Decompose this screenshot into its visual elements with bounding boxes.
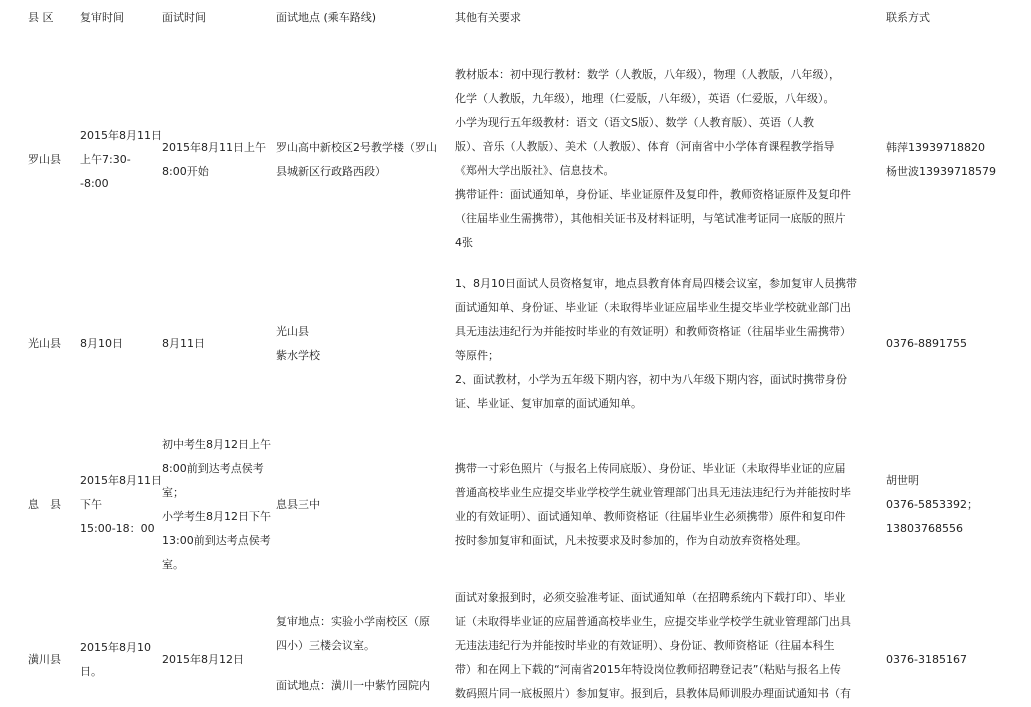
- text-line: 韩萍13939718820: [886, 141, 985, 154]
- header-location: 面试地点 (乘车路线): [276, 11, 377, 24]
- text-line: 证、毕业证、复审加章的面试通知单。: [455, 397, 642, 410]
- text-line: 具无违法违纪行为并能按时毕业的有效证明）和教师资格证（往届毕业生需携带）: [455, 325, 851, 338]
- header-contact: 联系方式: [886, 11, 930, 24]
- row-contact: [886, 648, 1026, 672]
- text-line: 按时参加复审和面试，凡未按要求及时参加的，作为自动放弃资格处理。: [455, 534, 807, 547]
- text-line: 8:00开始: [162, 165, 209, 178]
- text-line: （往届毕业生需携带），其他相关证书及材料证明，与笔试准考证同一底版的照片: [455, 212, 846, 225]
- row-location: [276, 610, 452, 698]
- text-line: 2015年8月11日: [80, 474, 162, 487]
- row-location: [276, 320, 452, 368]
- row-location: [276, 493, 452, 517]
- row-contact: [886, 136, 1026, 184]
- row-requirements: [455, 272, 885, 416]
- text-line: 光山县: [276, 325, 309, 338]
- text-line: 业的有效证明）、面试通知单、教师资格证（往届毕业生必须携带）原件和复印件: [455, 510, 846, 523]
- text-line: 普通高校毕业生应提交毕业学校学生就业管理部门出具无违法违纪行为并能按时毕: [455, 486, 851, 499]
- row-review-time: [80, 636, 158, 684]
- text-line: 杨世波13939718579: [886, 165, 996, 178]
- header-county: 县 区: [28, 11, 54, 24]
- text-line: 面试通知单、身份证、毕业证（未取得毕业证应届毕业生提交毕业学校就业部门出: [455, 301, 851, 314]
- text-line: 日。: [80, 665, 102, 678]
- text-line: 8月10日: [80, 337, 123, 350]
- text-line: 4张: [455, 236, 473, 249]
- text-line: 携带一寸彩色照片（与报名上传同底版）、身份证、毕业证（未取得毕业证的应届: [455, 462, 846, 475]
- row-contact: [886, 469, 1026, 541]
- text-line: 紫水学校: [276, 349, 320, 362]
- row-county: 光山县: [28, 337, 61, 350]
- text-line: 1、8月10日面试人员资格复审，地点县教育体育局四楼会议室，参加复审人员携带: [455, 277, 857, 290]
- text-line: 面试地点：潢川一中紫竹园院内: [276, 679, 430, 692]
- text-line: 息县三中: [276, 498, 320, 511]
- text-line: [276, 658, 452, 674]
- header-interview-time: 面试时间: [162, 11, 206, 24]
- text-line: -8:00: [80, 177, 109, 190]
- text-line: 小学为现行五年级教材：语文（语文S版）、数学（人教育版）、英语（人教: [455, 116, 814, 129]
- text-line: 罗山高中新校区2号教学楼（罗山: [276, 141, 437, 154]
- text-line: 携带证件：面试通知单，身份证、毕业证原件及复印件，教师资格证原件及复印件: [455, 188, 851, 201]
- text-line: 等原件；: [455, 349, 499, 362]
- text-line: 上午7:30-: [80, 153, 131, 166]
- text-line: 胡世明: [886, 474, 919, 487]
- text-line: 四小）三楼会议室。: [276, 639, 375, 652]
- row-county: 息 县: [28, 498, 61, 511]
- text-line: 2015年8月11日: [80, 129, 162, 142]
- text-line: 带）和在网上下载的“河南省2015年特设岗位教师招聘登记表”（粘贴与报名上传: [455, 663, 841, 676]
- text-line: 县城新区行政路西段）: [276, 165, 386, 178]
- row-county: 潢川县: [28, 653, 61, 666]
- row-review-time: [80, 332, 158, 356]
- row-interview-time: [162, 332, 274, 356]
- row-location: [276, 136, 452, 184]
- text-line: 2、面试教材，小学为五年级下期内容，初中为八年级下期内容，面试时携带身份: [455, 373, 847, 386]
- text-line: 室。: [162, 558, 184, 571]
- text-line: 2015年8月10: [80, 641, 151, 654]
- text-line: 8月11日: [162, 337, 205, 350]
- text-line: 版）、音乐（人教版）、美术（人教版）、体育（河南省中小学体育课程教学指导: [455, 140, 835, 153]
- text-line: 2015年8月11日上午: [162, 141, 266, 154]
- row-contact: [886, 332, 1026, 356]
- row-requirements: [455, 63, 885, 255]
- text-line: 化学（人教版，九年级），地理（仁爱版，八年级），英语（仁爱版，八年级）。: [455, 92, 835, 105]
- text-line: 室；: [162, 486, 184, 499]
- text-line: 数码照片同一底板照片）参加复审。报到后，县教体局师训股办理面试通知书（有: [455, 687, 851, 700]
- header-requirements: 其他有关要求: [455, 11, 521, 24]
- text-line: 《郑州大学出版社》、信息技术。: [455, 164, 615, 177]
- row-review-time: [80, 124, 162, 196]
- row-interview-time: [162, 433, 274, 577]
- row-requirements: [455, 586, 885, 706]
- text-line: 无违法违纪行为并能按时毕业的有效证明）、身份证、教师资格证（往届本科生: [455, 639, 835, 652]
- text-line: 小学考生8月12日下午: [162, 510, 271, 523]
- text-line: 15:00-18：00: [80, 522, 155, 535]
- text-line: 0376-5853392；: [886, 498, 978, 511]
- text-line: 证（未取得毕业证的应届普通高校毕业生，应提交毕业学校学生就业管理部门出具: [455, 615, 851, 628]
- text-line: 面试对象报到时，必须交验准考证、面试通知单（在招聘系统内下载打印）、毕业: [455, 591, 846, 604]
- text-line: 0376-8891755: [886, 337, 967, 350]
- row-requirements: [455, 457, 885, 553]
- row-interview-time: [162, 136, 274, 184]
- row-review-time: [80, 469, 162, 541]
- row-county: 罗山县: [28, 153, 61, 166]
- text-line: 2015年8月12日: [162, 653, 244, 666]
- header-review-time: 复审时间: [80, 11, 124, 24]
- text-line: 8:00前到达考点侯考: [162, 462, 264, 475]
- text-line: 初中考生8月12日上午: [162, 438, 271, 451]
- text-line: 复审地点：实验小学南校区（原: [276, 615, 430, 628]
- text-line: 下午: [80, 498, 102, 511]
- text-line: 13803768556: [886, 522, 963, 535]
- text-line: 0376-3185167: [886, 653, 967, 666]
- text-line: 13:00前到达考点侯考: [162, 534, 271, 547]
- text-line: 教材版本：初中现行教材：数学（人教版，八年级），物理（人教版，八年级），: [455, 68, 840, 81]
- row-interview-time: [162, 648, 274, 672]
